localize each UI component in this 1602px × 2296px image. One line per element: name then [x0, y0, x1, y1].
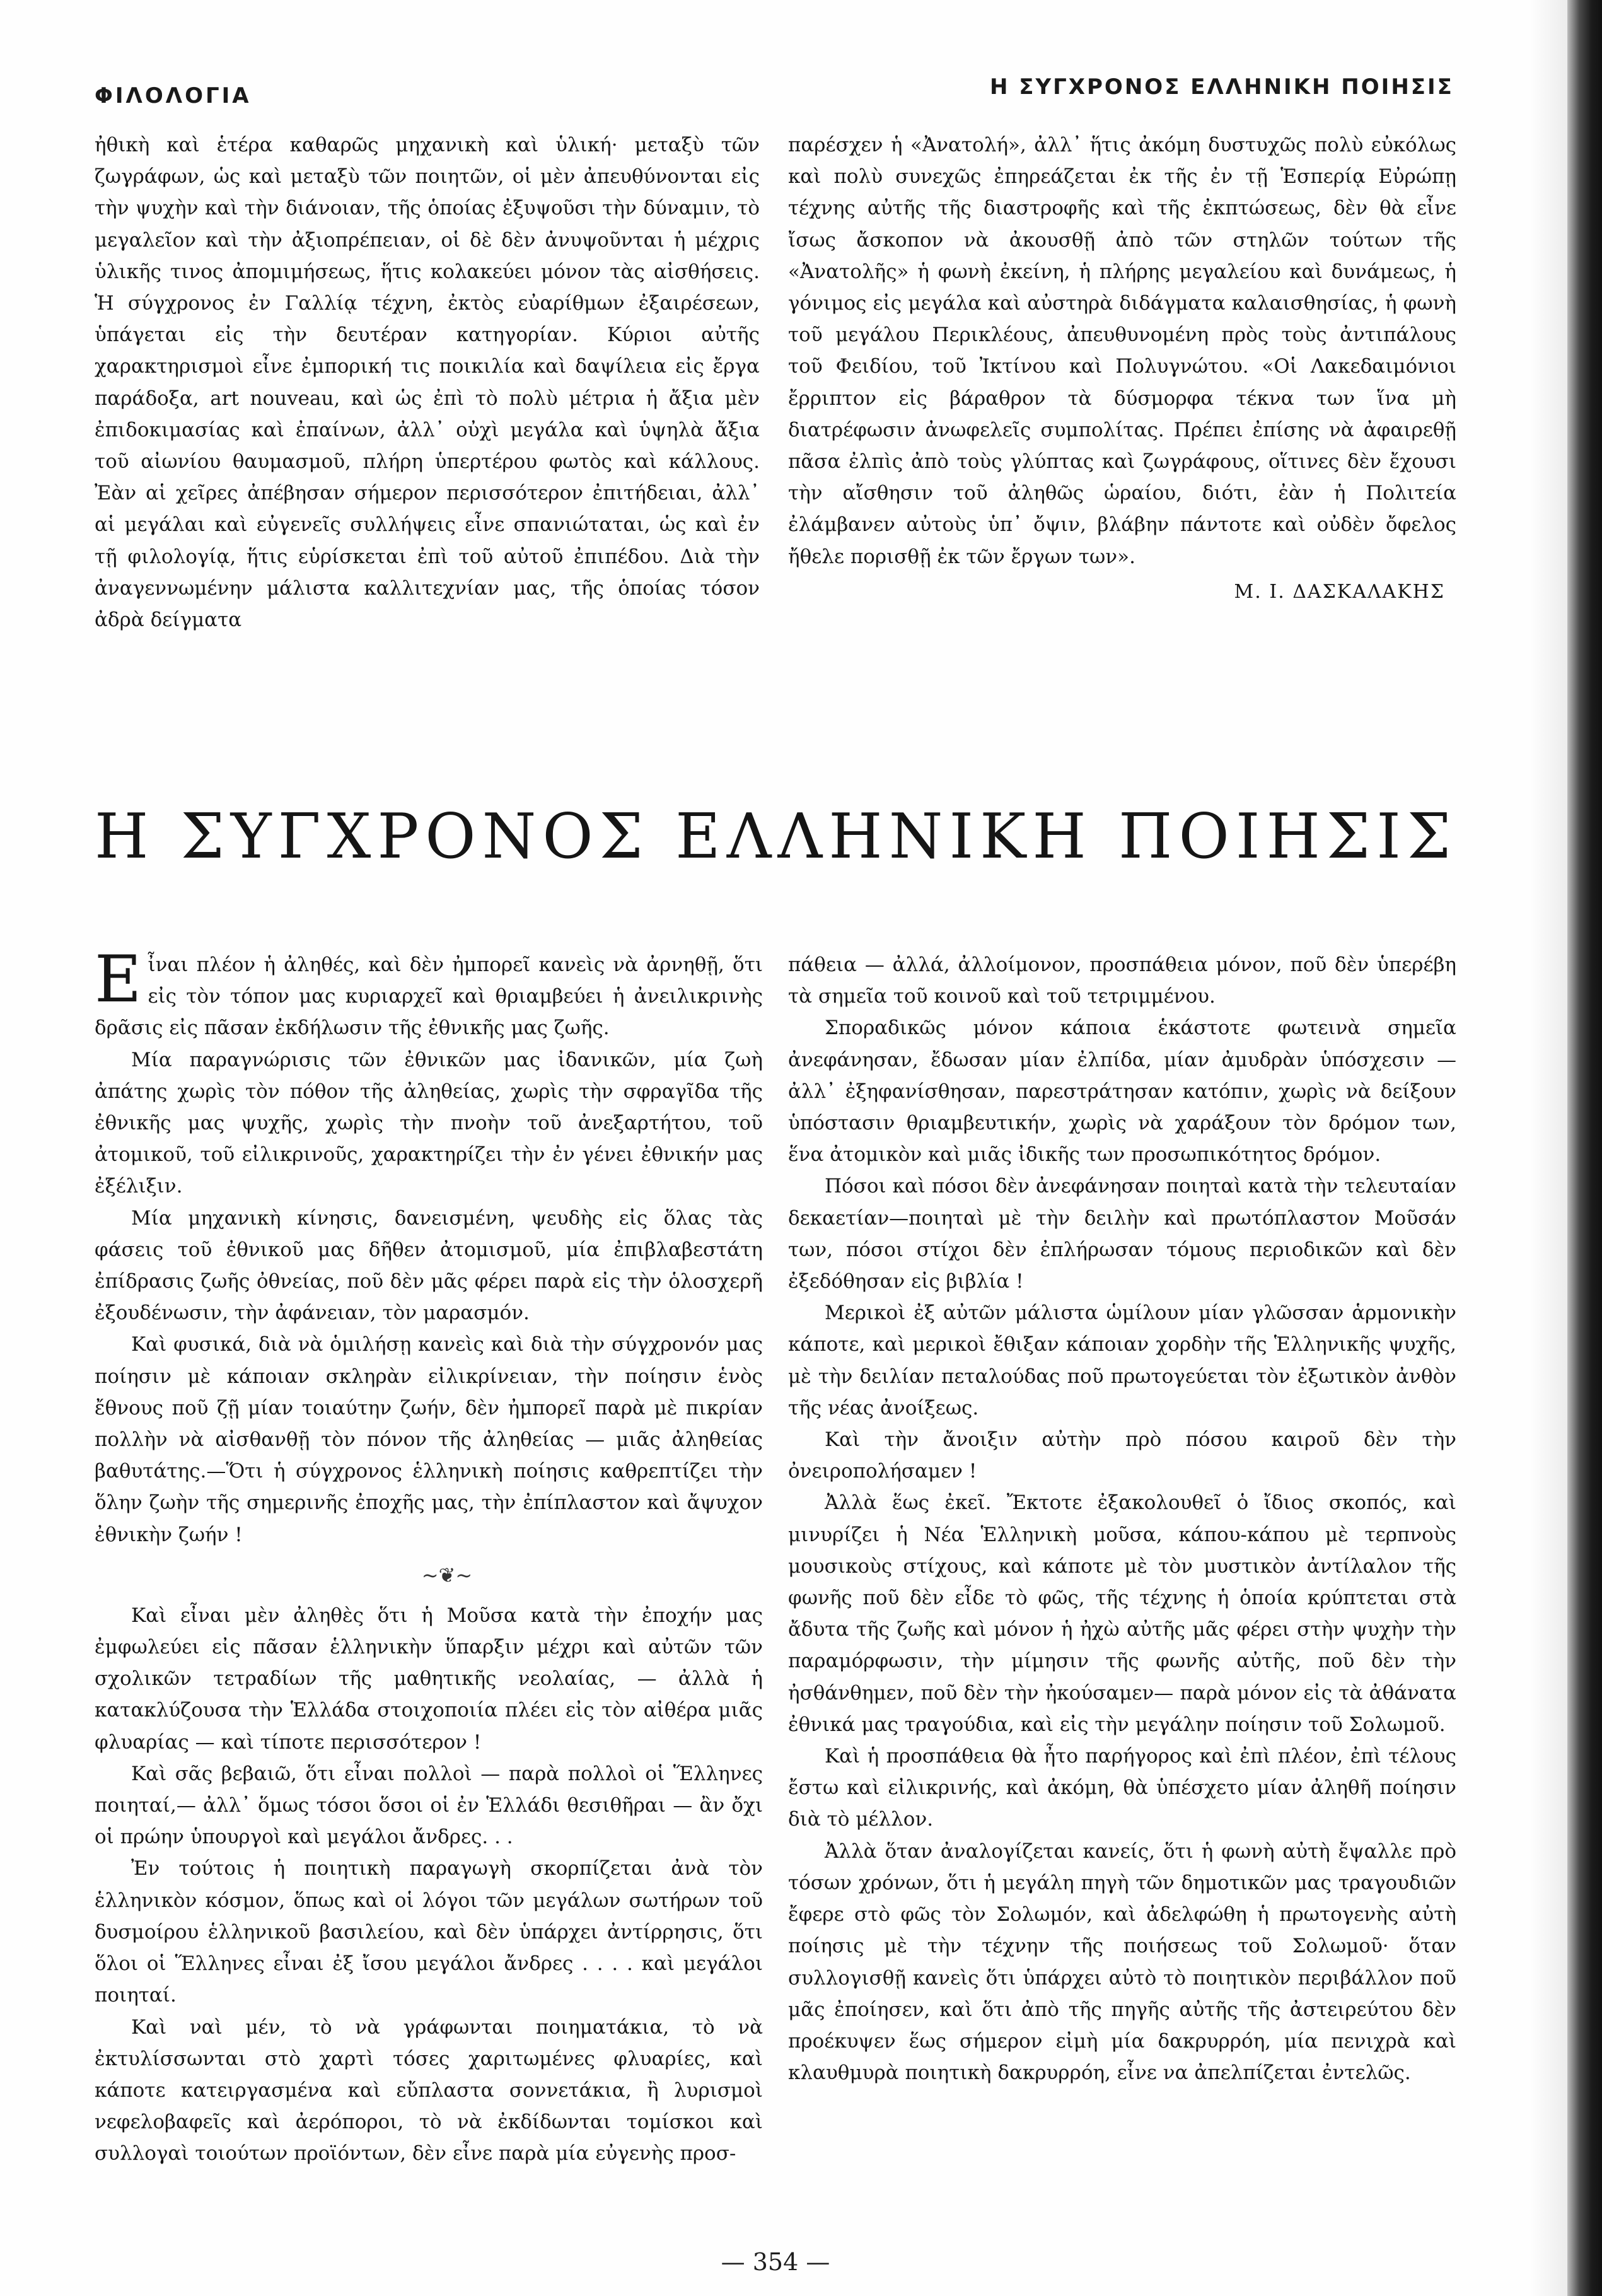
- opening-text: ἶναι πλέον ἡ ἀληθές, καὶ δὲν ἠμπορεῖ κανεὶς νὰ ἀρνηθῇ, ὅτι εἰς τὸν τόπον μας κυριαρχεῖ καὶ θριαμβεύει ἡ ἀνειλικρινὴς δρᾶσις εἰς πᾶσαν ἐκδήλωσιν τῆς ἐθνικῆς μας ζωῆς.: [95, 953, 763, 1040]
- body-paragraph: Καὶ ἡ προσπάθεια θὰ ἦτο παρήγορος καὶ ἐπὶ πλέον, ἐπὶ τέλους ἔστω καὶ εἰλικρινής, καὶ ἀκόμη, θὰ ὑπέσχετο μίαν ἀληθῆ ποίησιν διὰ τὸ μέλλον.: [788, 1745, 1456, 1831]
- body-paragraph: Μία παραγνώρισις τῶν ἐθνικῶν μας ἰδανικῶν, μία ζωὴ ἀπάτης χωρὶς τὸν πόθον τῆς ἀληθείας, χωρὶς τὴν σφραγῖδα τῆς ἐθνικῆς μας ψυχῆς, χωρὶς τὴν πνοὴν τοῦ ἀνεξαρτήτου, τοῦ ἀτομικοῦ, τοῦ εἰλικρινοῦς, χαρακτηρίζει τὴν ἐν γένει ἐθνικήν μας ἐξέλιξιν.: [95, 1048, 763, 1198]
- body-paragraph: πάθεια — ἀλλά, ἀλλοίμονον, προσπάθεια μόνον, ποῦ δὲν ὑπερέβη τὰ σημεῖα τοῦ κοινοῦ καὶ τοῦ τετριμμένου.: [788, 953, 1456, 1008]
- page-binding-edge: [1567, 0, 1602, 2296]
- body-paragraph: Καὶ τὴν ἄνοιξιν αὐτὴν πρὸ πόσου καιροῦ δὲν τὴν ὀνειροπολήσαμεν !: [788, 1428, 1456, 1483]
- body-paragraph: Σποραδικῶς μόνον κάποια ἑκάστοτε φωτεινὰ σημεῖα ἀνεφάνησαν, ἔδωσαν μίαν ἐλπίδα, μίαν ἀμυδρὰν ὑπόσχεσιν — ἀλλ᾽ ἐξηφανίσθησαν, παρεστράτησαν κατόπιν, χωρὶς νὰ δείξουν ὑπόστασιν θριαμβευτικήν, χωρὶς νὰ χαράξουν τὸν δρόμον των, ἕνα ἀτομικὸν καὶ μιᾶς ἰδικῆς των προσωπικότητος δρόμον.: [788, 1017, 1456, 1167]
- page-number: — 354 —: [721, 2248, 830, 2276]
- body-paragraph: Πόσοι καὶ πόσοι δὲν ἀνεφάνησαν ποιηταὶ κατὰ τὴν τελευταίαν δεκαετίαν—ποιηταὶ μὲ τὴν δειλὴν καὶ πρωτόπλαστον Μοῦσάν των, πόσοι στίχοι δὲν ἐπλήρωσαν τόμους περιοδικῶν καὶ δὲν ἐξεδόθησαν εἰς βιβλία !: [788, 1175, 1456, 1293]
- bottom-left-column: [95, 942, 763, 2170]
- section-ornament-icon: ~❦~: [421, 1563, 473, 1587]
- drop-cap: Ε: [95, 942, 142, 1017]
- running-header-right: Η ΣΥΓΧΡΟΝΟΣ ΕΛΛΗΝΙΚΗ ΠΟΙΗΣΙΣ: [990, 74, 1454, 100]
- top-right-column: [788, 129, 1456, 608]
- body-paragraph: Μία μηχανικὴ κίνησις, δανεισμένη, ψευδὴς εἰς ὅλας τὰς φάσεις τοῦ ἐθνικοῦ μας δῆθεν ἀτομισμοῦ, μία ἐπιβλαβεστάτη ἐπίδρασις ζωῆς ὀθνείας, ποῦ δὲν μᾶς φέρει παρὰ εἰς τὴν ὁλοσχερῆ ἐξουδένωσιν, τὴν ἀφάνειαν, τὸν μαρασμόν.: [95, 1206, 763, 1325]
- body-paragraph: Ἐν τούτοις ἡ ποιητικὴ παραγωγὴ σκορπίζεται ἀνὰ τὸν ἑλληνικὸν κόσμον, ὅπως καὶ οἱ λόγοι τῶν μεγάλων σωτήρων τοῦ δυσμοίρου ἑλληνικοῦ βασιλείου, καὶ δὲν ὑπάρχει ἀντίρρησις, ὅτι ὅλοι οἱ Ἕλληνες εἶναι ἐξ ἴσου μεγάλοι ἄνδρες . . . . καὶ μεγάλοι ποιηταί.: [95, 1857, 763, 2007]
- opening-paragraph: [95, 942, 763, 1044]
- body-paragraph: Καὶ ναὶ μέν, τὸ νὰ γράφωνται ποιηματάκια, τὸ νὰ ἐκτυλίσσωνται στὸ χαρτὶ τόσες χαριτωμένες φλυαρίες, καὶ κάποτε κατειργασμένα καὶ εὔπλαστα σοννετάκια, ἢ λυρισμοὶ νεφελοβαφεῖς καὶ ἀερόποροι, τὸ νὰ ἐκδίδωνται τομίσκοι καὶ συλλογαὶ τοιούτων προϊόντων, δὲν εἶνε παρὰ μία εὐγενὴς προσ-: [95, 2015, 763, 2165]
- body-paragraph: Καὶ φυσικά, διὰ νὰ ὁμιλήσῃ κανεὶς καὶ διὰ τὴν σύγχρονόν μας ποίησιν μὲ κάποιαν σκληρὰν εἰλικρίνειαν, τὴν ποίησιν ἑνὸς ἔθνους ποῦ ζῇ μίαν τοιαύτην ζωήν, δὲν ἠμπορεῖ παρὰ μὲ πικρίαν πολλὴν νὰ αἰσθανθῇ τὸν πόνον τῆς ἀληθείας — μιᾶς ἀληθείας βαθυτάτης.—Ὅτι ἡ σύγχρονος ἑλληνικὴ ποίησις καθρεπτίζει τὴν ὅλην ζωὴν τῆς σημερινῆς ἐποχῆς μας, τὴν ἐπίπλαστον καὶ ἄψυχον ἐθνικὴν ζωήν !: [95, 1333, 763, 1546]
- running-header-left: ΦΙΛΟΛΟΓΙΑ: [95, 83, 252, 108]
- body-paragraph: παρέσχεν ἡ «Ἀνατολή», ἀλλ᾽ ἥτις ἀκόμη δυστυχῶς πολὺ εὐκόλως καὶ πολὺ συνεχῶς ἐπηρεάζεται ἐκ τῆς ἐν τῇ Ἑσπερίᾳ Εὐρώπῃ τέχνης αὐτῆς τῆς διαστροφῆς καὶ τῆς ἐκπτώσεως, δὲν θὰ εἶνε ἴσως ἄσκοπον νὰ ἀκουσθῇ ἀπὸ τῶν στηλῶν τούτων τῆς «Ἀνατολῆς» ἡ φωνὴ ἐκείνη, ἡ πλήρης μεγαλείου καὶ δυνάμεως, ἡ γόνιμος εἰς μεγάλα καὶ αὐστηρὰ διδάγματα καλαισθησίας, ἡ φωνὴ τοῦ μεγάλου Περικλέους, ἀπευθυνομένη πρὸς τοὺς ἀντιπάλους τοῦ Φειδίου, τοῦ Ἰκτίνου καὶ Πολυγνώτου. «Οἱ Λακεδαιμόνιοι ἔρριπτον εἰς βάραθρον τὰ δύσμορφα τέκνα των ἵνα μὴ διατρέφωσιν ἀνωφελεῖς συμπολίτας. Πρέπει ἐπίσης νὰ ἀφαιρεθῇ πᾶσα ἐλπὶς ἀπὸ τοὺς γλύπτας καὶ ζωγράφους, οἵτινες δὲν ἔχουσι τὴν αἴσθησιν τοῦ ἀληθῶς ὡραίου, διότι, ἐὰν ἡ Πολιτεία ἐλάμβανεν αὐτοὺς ὑπ᾽ ὄψιν, βλάβην πάντοτε καὶ οὐδὲν ὄφελος ἤθελε πορισθῇ ἐκ τῶν ἔργων των».: [788, 134, 1456, 568]
- top-left-column: [95, 129, 760, 636]
- body-paragraph: Καὶ σᾶς βεβαιῶ, ὅτι εἶναι πολλοὶ — παρὰ πολλοὶ οἱ Ἕλληνες ποιηταί,— ἀλλ᾽ ὅμως τόσοι ὅσοι οἱ ἐν Ἑλλάδι θεσιθῆραι — ἂν ὄχι οἱ πρώην ὑπουργοὶ καὶ μεγάλοι ἄνδρες. . .: [95, 1762, 763, 1849]
- body-paragraph: ἠθικὴ καὶ ἑτέρα καθαρῶς μηχανικὴ καὶ ὑλική· μεταξὺ τῶν ζωγράφων, ὡς καὶ μεταξὺ τῶν ποιητῶν, οἱ μὲν ἀπευθύνονται εἰς τὴν ψυχὴν καὶ τὴν διάνοιαν, τῆς ὁποίας ἐξυψοῦσι τὴν δύναμιν, τὸ μεγαλεῖον καὶ τὴν ἀξιοπρέπειαν, οἱ δὲ δὲν ἀνυψοῦνται ἡ μέχρις ὑλικῆς τινος ἀπομιμήσεως, ἥτις κολακεύει μόνον τὰς αἰσθήσεις. Ἡ σύγχρονος ἐν Γαλλίᾳ τέχνη, ἐκτὸς εὐαρίθμων ἐξαιρέσεων, ὑπάγεται εἰς τὴν δευτέραν κατηγορίαν. Κύριοι αὐτῆς χαρακτηρισμοὶ εἶνε ἐμπορική τις ποικιλία καὶ δαψίλεια εἰς ἔργα παράδοξα, art nouveau, καὶ ὡς ἐπὶ τὸ πολὺ μέτρια ἡ ἄξια μὲν ἐπιδοκιμασίας καὶ ἐπαίνων, ἀλλ᾽ οὐχὶ μεγάλα καὶ ὑψηλὰ ἄξια τοῦ αἰωνίου θαυμασμοῦ, πλήρη ὑπερτέρου φωτὸς καὶ κάλλους. Ἐὰν αἱ χεῖρες ἀπέβησαν σήμερον περισσότερον ἐπιτήδειαι, ἀλλ᾽ αἱ μεγάλαι καὶ εὐγενεῖς συλλήψεις εἶνε σπανιώταται, ὡς καὶ ἐν τῇ φιλολογίᾳ, ἥτις εὑρίσκεται ἐπὶ τοῦ αὐτοῦ ἐπιπέδου. Διὰ τὴν ἀναγεννωμένην μάλιστα καλλιτεχνίαν μας, τῆς ὁποίας τόσον ἀδρὰ δείγματα: [95, 134, 760, 632]
- body-paragraph: Ἀλλὰ ἕως ἐκεῖ. Ἔκτοτε ἐξακολουθεῖ ὁ ἴδιος σκοπός, καὶ μινυρίζει ἡ Νέα Ἑλληνικὴ μοῦσα, κάπου-κάπου μὲ τερπνοὺς μουσικοὺς στίχους, καὶ κάποτε μὲ τὸν μυστικὸν ἀντίλαλον τῆς φωνῆς ποῦ δὲν εἶδε τὸ φῶς, τῆς τέχνης ἡ ὁποία κρύπτεται στὰ ἄδυτα τῆς ζωῆς καὶ μόνον ἡ ἠχὼ αὐτῆς μᾶς φέρει στὴν ψυχὴν τὴν παραμόρφωσιν, τὴν μίμησιν τῆς φωνῆς αὐτῆς, ποῦ δὲν τὴν ἠσθάνθημεν, ποῦ δὲν τὴν ἠκούσαμεν— παρὰ μόνον εἰς τὰ ἀθάνατα ἐθνικά μας τραγούδια, καὶ εἰς τὴν μεγάλην ποίησιν τοῦ Σολωμοῦ.: [788, 1491, 1456, 1736]
- body-paragraph: Καὶ εἶναι μὲν ἀληθὲς ὅτι ἡ Μοῦσα κατὰ τὴν ἐποχήν μας ἐμφωλεύει εἰς πᾶσαν ἑλληνικὴν ὕπαρξιν μέχρι καὶ αὐτῶν τῶν σχολικῶν τετραδίων τῆς μαθητικῆς νεολαίας, — ἀλλὰ ἡ κατακλύζουσα τὴν Ἑλλάδα στοιχοποιία πλέει εἰς τὸν αἰθέρα μιᾶς φλυαρίας — καὶ τίποτε περισσότερον !: [95, 1604, 763, 1754]
- binding-shadow: [1529, 0, 1567, 2296]
- body-paragraph: Ἀλλὰ ὅταν ἀναλογίζεται κανείς, ὅτι ἡ φωνὴ αὐτὴ ἔψαλλε πρὸ τόσων χρόνων, ὅτι ἡ μεγάλη πηγὴ τῶν δημοτικῶν μας τραγουδιῶν ἔφερε στὸ φῶς τὸν Σολωμόν, καὶ ἀδελφώθη ἡ πρωτογενὴς αὐτὴ ποίησις μὲ τὴν τέχνην τῆς ποιήσεως τοῦ Σολωμοῦ· ὅταν συλλογισθῇ κανεὶς ὅτι ὑπάρχει αὐτὸ τὸ ποιητικὸν περιβάλλον ποῦ μᾶς ἐποίησεν, καὶ ὅτι ἀπὸ τῆς πηγῆς αὐτῆς τῆς ἀστειρεύτου δὲν προέκυψεν ἕως σήμερον εἰμὴ μία δακρυρρόη, μία πενιχρὰ καὶ κλαυθμυρὰ ποιητικὴ δακρυρρόη, εἶνε να ἀπελπίζεται ἐντελῶς.: [788, 1839, 1456, 2085]
- author-signature: Μ. Ι. ΔΑΣΚΑΛΑΚΗΣ: [1234, 580, 1445, 603]
- bottom-right-column: [788, 949, 1456, 2089]
- article-title: Η ΣΥΓΧΡΟΝΟΣ ΕΛΛΗΝΙΚΗ ΠΟΙΗΣΙΣ: [95, 801, 1458, 873]
- body-paragraph: Μερικοὶ ἐξ αὐτῶν μάλιστα ὡμίλουν μίαν γλῶσσαν ἁρμονικὴν κάποτε, καὶ μερικοὶ ἔθιξαν κάποιαν χορδὴν τῆς Ἑλληνικῆς ψυχῆς, μὲ τὴν δειλίαν πεταλούδας ποῦ πρωτογεύεται τὸν ἐξωτικὸν ἀνθὸν τῆς νέας ἀνοίξεως.: [788, 1302, 1456, 1419]
